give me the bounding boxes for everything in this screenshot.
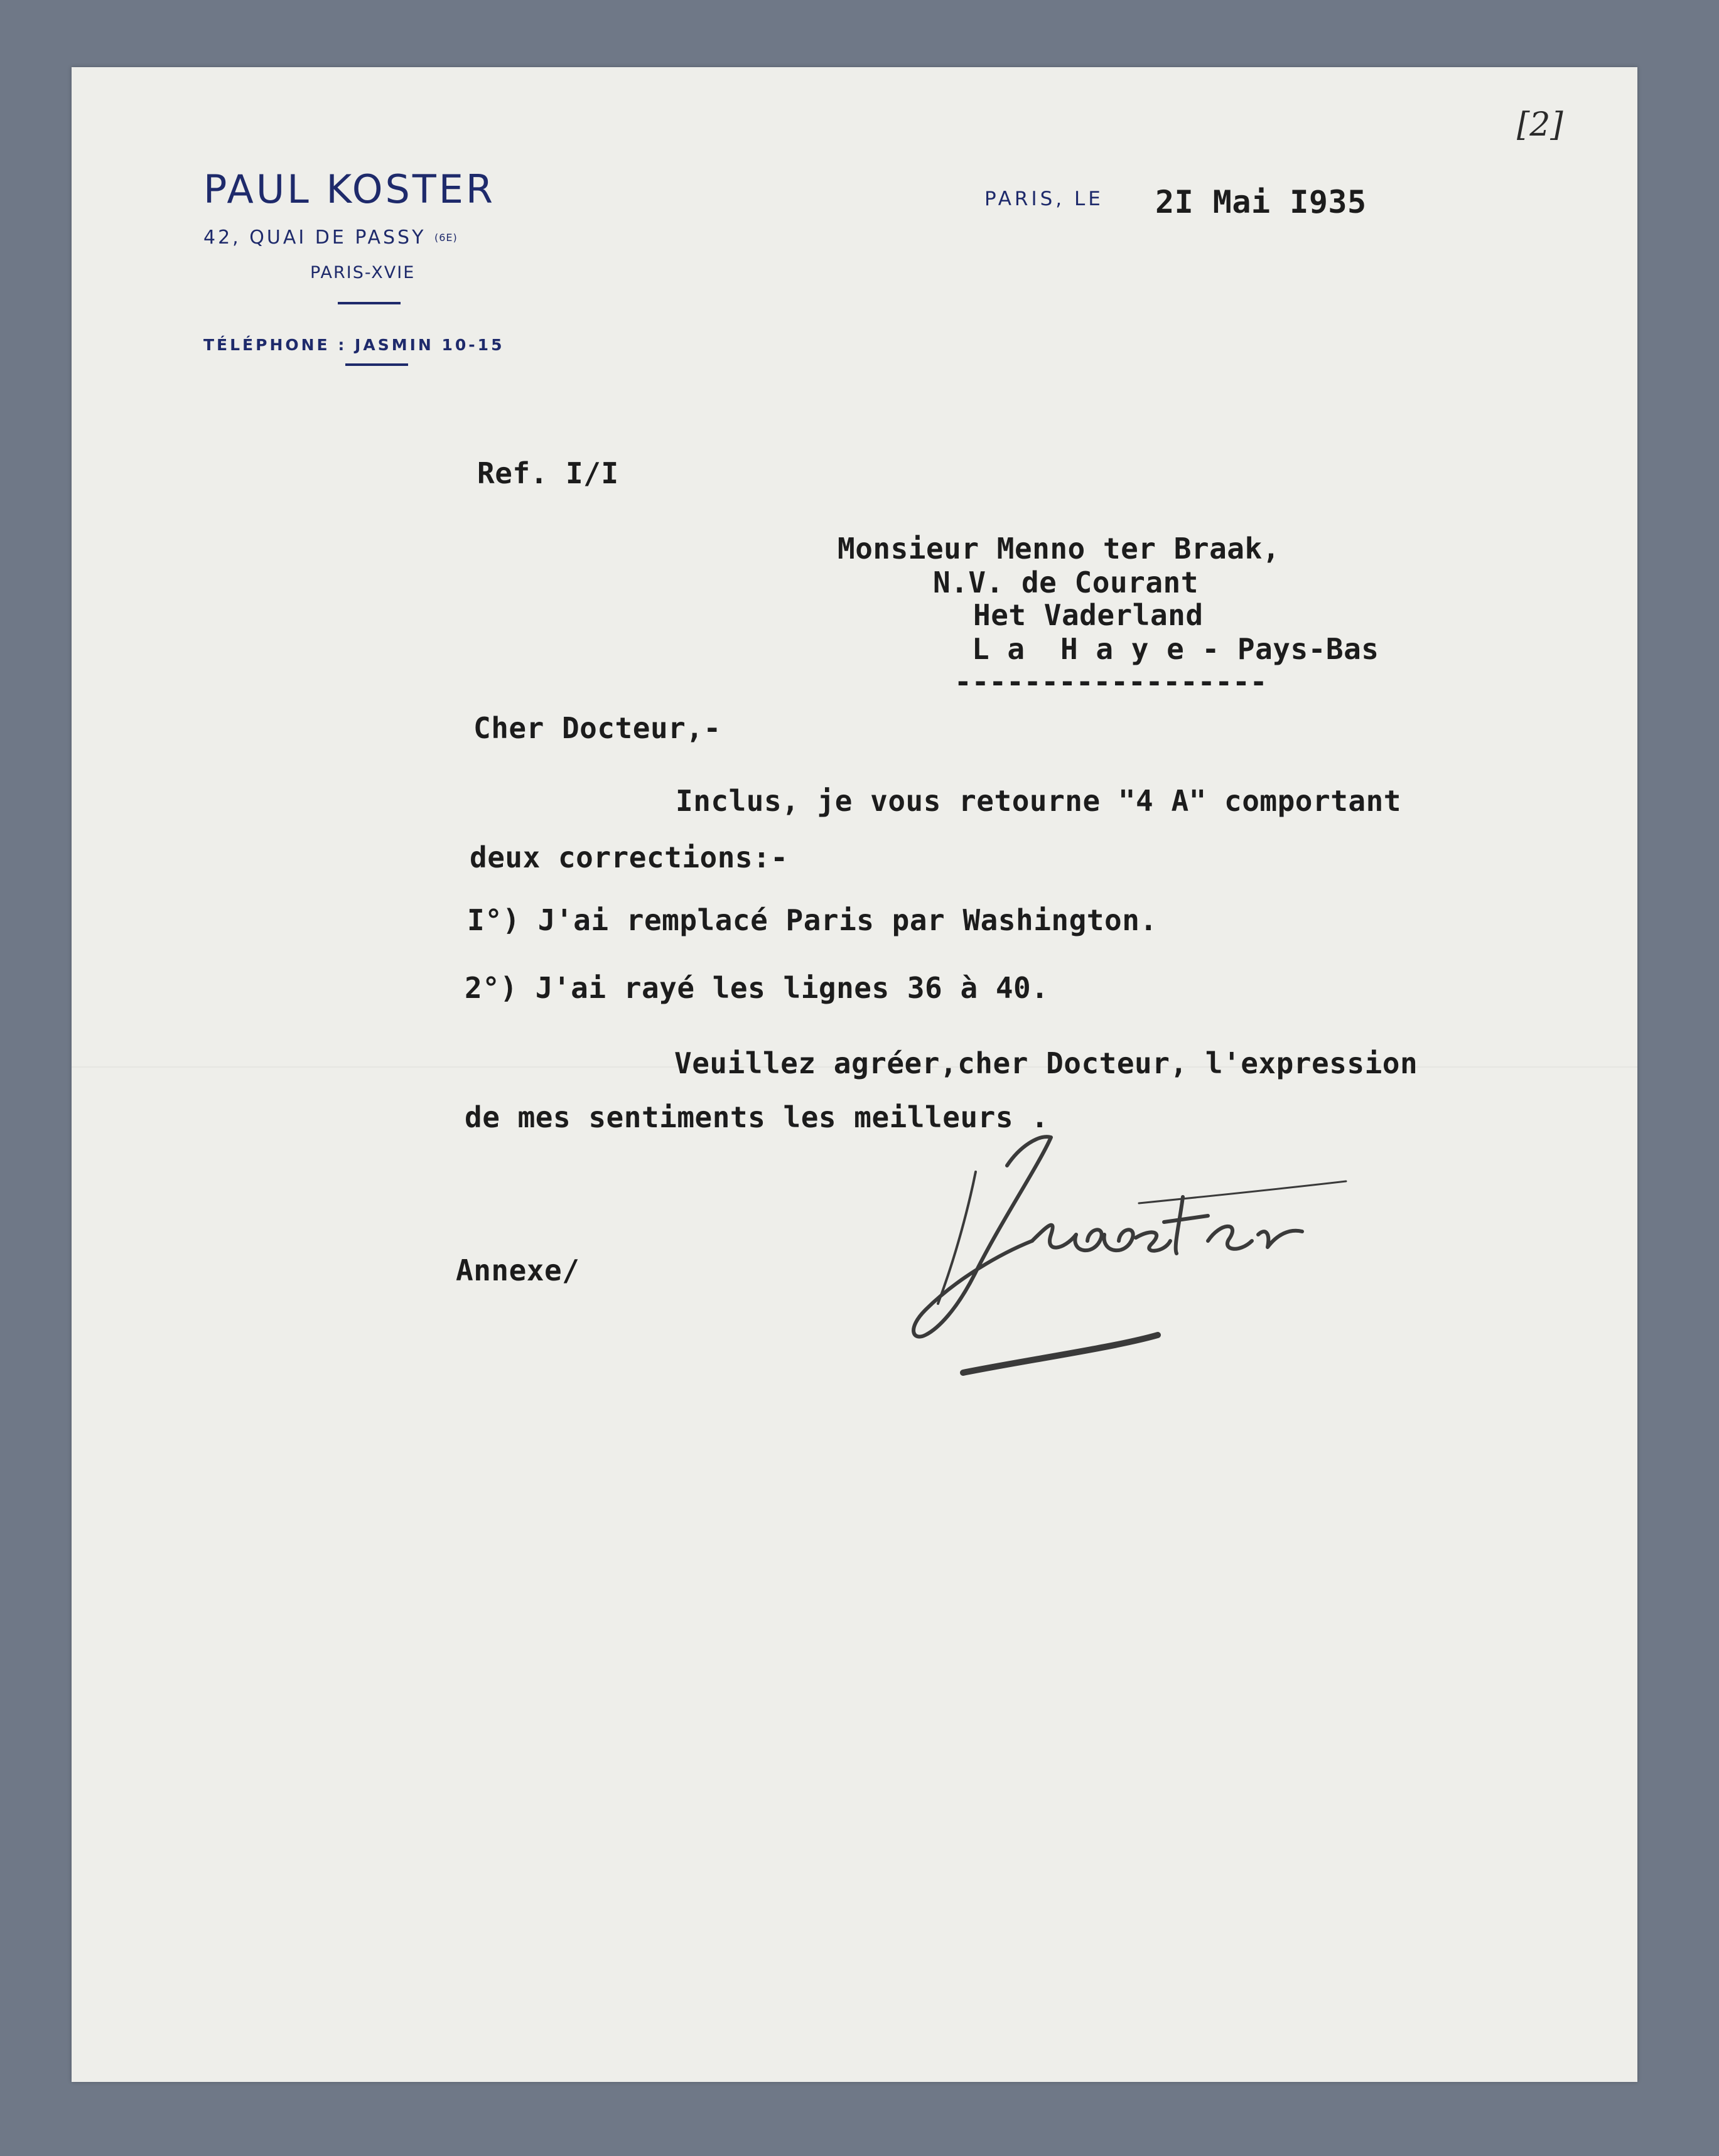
letter-date: 2I Mai I935	[1155, 184, 1367, 220]
letterhead-address	[203, 227, 458, 249]
closing-line: Veuillez agréer,cher Docteur, l'expression	[674, 1046, 1418, 1080]
body-line: Inclus, je vous retourne "4 A" comportant	[676, 784, 1401, 818]
letterhead-name: PAUL KOSTER	[203, 166, 496, 212]
signature	[888, 1128, 1365, 1417]
recipient-underline: ------------------	[954, 665, 1268, 699]
letterhead-phone: TÉLÉPHONE : JASMIN 10-15	[203, 336, 505, 354]
correction-item: 2°) J'ai rayé les lignes 36 à 40.	[465, 971, 1049, 1005]
letterhead-address-note: (6E)	[434, 232, 458, 244]
correction-item: I°) J'ai remplacé Paris par Washington.	[467, 903, 1158, 937]
recipient-city: L a H a y e - Pays-Bas	[972, 632, 1379, 666]
letterhead-city: PARIS-XVIE	[310, 263, 416, 282]
letter-page	[72, 67, 1637, 2082]
closing-line: de mes sentiments les meilleurs .	[465, 1100, 1049, 1134]
reference: Ref. I/I	[477, 456, 619, 490]
archive-note: [2]	[1517, 106, 1563, 144]
annex-note: Annexe/	[456, 1253, 580, 1287]
recipient-newspaper: Het Vaderland	[973, 598, 1204, 632]
letterhead-divider	[338, 302, 401, 304]
salutation: Cher Docteur,-	[473, 711, 721, 745]
letterhead-place: PARIS, LE	[984, 188, 1104, 210]
letterhead-divider	[345, 363, 408, 366]
letterhead-street: 42, QUAI DE PASSY	[203, 227, 426, 249]
body-line: deux corrections:-	[470, 840, 789, 874]
recipient-company: N.V. de Courant	[933, 566, 1199, 599]
recipient-name: Monsieur Menno ter Braak,	[838, 532, 1280, 566]
